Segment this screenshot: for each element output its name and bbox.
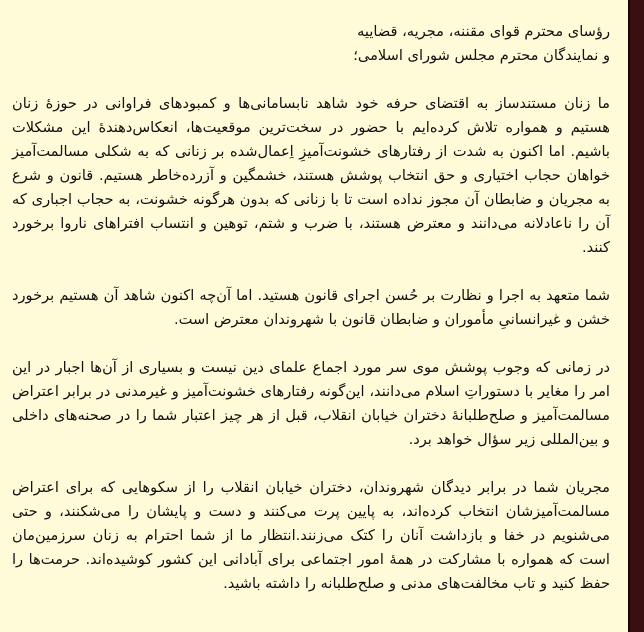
paragraph-2: شما متعهد به اجرا و نظارت بر حُسن اجرای قانون هستید. اما آن‌چه اکنون شاهد آن هستیم برخورد خشن و غیرانسانیِ مأموران و ضابطان قانون با شهروندان معترض است. <box>12 287 610 328</box>
greeting-line-2: و نمایندگان محترم مجلس شورای اسلامی؛ <box>353 47 610 64</box>
paragraph-3: در زمانی که وجوب پوشش موی سر مورد اجماع علمای دین نیست و بسیاری از آن‌ها اجبار در این امر را مغایر با دستوراتِ اسلام می‌دانند، این‌گونه رفتارهای خشونت‌آمیز و غیرمدنی در برابر اعتراض مسالمت‌آمیز و صلح‌طلبانهٔ دختران خیابان انقلاب، قبل از هر چیز اعتبار شما را در صحنه‌های داخلی و بین‌المللی زیر سؤال خواهد برد. <box>12 359 610 448</box>
paragraph-4: مجریان شما در برابر دیدگان شهروندان، دختران خیابان انقلاب را از سکوهایی که برای اعتراض مسالمت‌آمیزشان انتخاب کرده‌اند، به پایین پرت می‌کنند و دست و پایشان را می‌شکنند، و حتی می‌شنویم در خفا و بازداشت آنان را کتک می‌زنند.انتظار ما از شما احترام به زنان سرزمین‌مان است که همواره با مشارکت در همهٔ امور اجتماعی برای آبادانی این کشور کوشیده‌اند. حرمت‌ها را حفظ کنید و تاب مخالفت‌های مدنی و صلح‌طلبانه را داشته باشید. <box>12 479 610 592</box>
right-border-strip <box>628 0 644 632</box>
letter-greeting <box>12 20 610 68</box>
greeting-line-1: رؤسای محترم قوای مقننه، مجریه، قضاییه <box>357 23 610 40</box>
paragraph-1: ما زنان مستندساز به اقتضای حرفه خود شاهد نابسامانی‌ها و کمبودهای فراوانی در حوزهٔ زنان هستیم و همواره تلاش کرده‌ایم با حضور در سخت‌ترین موقعیت‌ها، انعکاس‌دهندهٔ این مشکلات باشیم. اما اکنون به شدت از رفتارهای خشونت‌آمیزِ اِعمال‌شده بر زنانی که به شکلی مسالمت‌آمیز خواهان حجاب اختیاری و حق انتخاب پوشش هستند، خشمگین و آزرده‌خاطر هستیم. قانون و شرع به مجریان و ضابطان آن مجوز نداده است تا با زنانی که بدون هرگونه خشونت، به حجاب اجباری که آن را ناعادلانه می‌دانند و معترض هستند، با ضرب و شتم، توهین و انتساب افترا‌های ناروا برخورد کنند. <box>12 95 610 256</box>
